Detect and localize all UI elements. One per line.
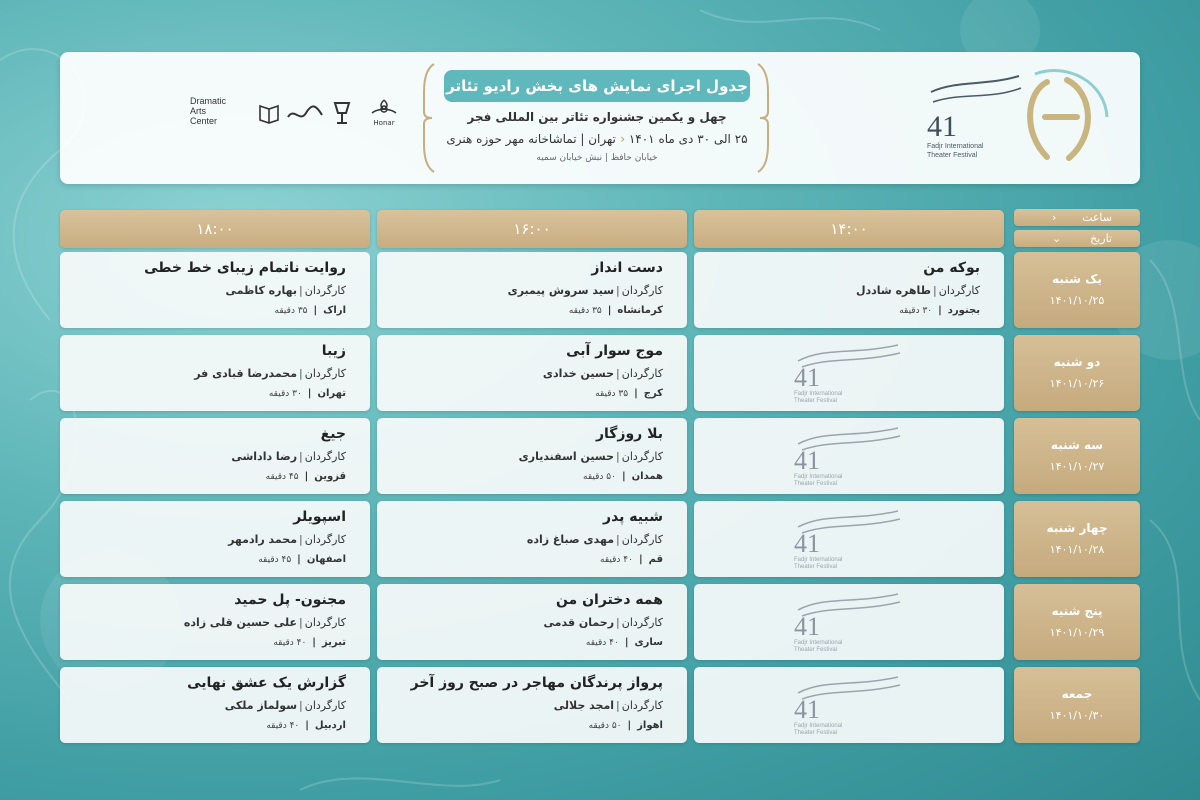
empty-slot <box>694 418 1004 494</box>
day-label-wednesday: چهار شنبه ۱۴۰۱/۱۰/۲۸ <box>1014 501 1140 577</box>
time-header-1400: ۱۴:۰۰ <box>694 210 1004 248</box>
festival-address: خیابان حافظ | نبش خیابان سمیه <box>536 153 658 163</box>
show-title: همه دختران من <box>555 592 663 608</box>
empty-slot <box>694 667 1004 743</box>
header-bracket-left <box>422 62 436 174</box>
header-bracket-right <box>756 62 770 174</box>
schedule-cell <box>377 418 687 494</box>
show-director: کارگردان|مهدی صباغ زاده <box>526 533 663 546</box>
show-meta: بجنورد|۳۰ دقیقه <box>899 305 980 316</box>
time-header-1600: ۱۶:۰۰ <box>377 210 687 248</box>
show-meta: اراک|۳۵ دقیقه <box>274 305 346 316</box>
show-title: بوکه من <box>923 260 980 276</box>
show-title: گزارش یک عشق نهایی <box>187 675 346 691</box>
show-meta: قم|۴۰ دقیقه <box>600 554 663 565</box>
festival-watermark-logo: 41 Fadjr International Theater Festival <box>794 590 904 654</box>
schedule-cell <box>377 501 687 577</box>
festival-logo <box>927 62 1122 174</box>
honar-logo: Honar <box>364 96 404 130</box>
show-director: کارگردان|رضا داداشی <box>231 450 346 463</box>
show-meta: اردبیل|۴۰ دقیقه <box>266 720 346 731</box>
schedule-cell <box>694 252 1004 328</box>
show-director: کارگردان|بهاره کاظمی <box>225 284 346 297</box>
schedule-cell <box>377 667 687 743</box>
show-meta: تبریز|۴۰ دقیقه <box>273 637 346 648</box>
day-label-thursday: پنج شنبه ۱۴۰۱/۱۰/۲۹ <box>1014 584 1140 660</box>
show-director: کارگردان|محمد رادمهر <box>228 533 346 546</box>
chevron-down-icon: ⌄ <box>1052 232 1062 245</box>
schedule-cell <box>60 584 370 660</box>
show-title: زیبا <box>321 343 346 359</box>
show-title: اسپویلر <box>293 509 346 525</box>
flower-icon <box>369 99 399 119</box>
show-title: روایت ناتمام زیبای خط خطی <box>144 260 346 276</box>
show-director: کارگردان|محمدرضا قبادی فر <box>194 367 346 380</box>
show-director: کارگردان|طاهره شاددل <box>855 284 980 297</box>
schedule-cell <box>60 252 370 328</box>
show-director: کارگردان|سولماز ملکی <box>224 699 346 712</box>
show-title: مجنون- پل حمید <box>234 592 346 608</box>
festival-location: تهران | تماشاخانه مهر حوزه هنری <box>446 132 616 146</box>
page-title: جدول اجرای نمایش های بخش رادیو تئاتر <box>444 70 750 102</box>
show-meta: کرمانشاه|۳۵ دقیقه <box>568 305 663 316</box>
empty-slot <box>694 335 1004 411</box>
festival-subtitle: چهل و یکمین جشنواره تئاتر بین المللی فجر <box>467 110 727 124</box>
day-label-friday: جمعه ۱۴۰۱/۱۰/۳۰ <box>1014 667 1140 743</box>
festival-watermark-logo: 41 Fadjr International Theater Festival <box>794 424 904 488</box>
show-meta: اهواز|۵۰ دقیقه <box>588 720 663 731</box>
partner-logo-book-icon <box>256 96 282 130</box>
show-meta: کرج|۳۵ دقیقه <box>595 388 663 399</box>
time-axis-label: › ساعت <box>1014 209 1140 226</box>
show-director: کارگردان|سید سروش پیمبری <box>507 284 663 297</box>
schedule-cell <box>60 501 370 577</box>
schedule-cell <box>377 335 687 411</box>
day-label-sunday: یک شنبه ۱۴۰۱/۱۰/۲۵ <box>1014 252 1140 328</box>
schedule-cell <box>60 418 370 494</box>
festival-dateline <box>436 132 758 146</box>
dramatic-arts-center-logo: Dramatic Arts Center <box>190 96 227 126</box>
show-director: کارگردان|رحمان قدمی <box>543 616 663 629</box>
show-title: موج سوار آبی <box>566 343 663 359</box>
show-title: بلا روزگار <box>595 426 663 442</box>
show-meta: قزوین|۴۵ دقیقه <box>265 471 346 482</box>
show-title: پرواز پرندگان مهاجر در صبح روز آخر <box>410 675 663 691</box>
partner-logo-calligraphy-icon <box>286 96 324 130</box>
schedule-cell <box>377 584 687 660</box>
show-meta: ساری|۴۰ دقیقه <box>585 637 663 648</box>
logo-number: 41 <box>927 110 957 143</box>
show-title: جیغ <box>320 426 346 442</box>
festival-watermark-logo: 41 Fadjr International Theater Festival <box>794 341 904 405</box>
schedule-cell <box>377 252 687 328</box>
show-title: شبیه پدر <box>603 509 663 525</box>
time-header-1800: ۱۸:۰۰ <box>60 210 370 248</box>
show-meta: همدان|۵۰ دقیقه <box>583 471 663 482</box>
day-label-monday: دو شنبه ۱۴۰۱/۱۰/۲۶ <box>1014 335 1140 411</box>
festival-watermark-logo: 41 Fadjr International Theater Festival <box>794 507 904 571</box>
show-title: دست انداز <box>591 260 663 276</box>
chevron-right-icon: › <box>1052 211 1057 224</box>
header-panel <box>60 52 1140 184</box>
show-director: کارگردان|علی حسین قلی زاده <box>183 616 346 629</box>
show-meta: اصفهان|۴۵ دقیقه <box>258 554 346 565</box>
day-label-tuesday: سه شنبه ۱۴۰۱/۱۰/۲۷ <box>1014 418 1140 494</box>
festival-dates: ۲۵ الی ۳۰ دی ماه ۱۴۰۱ <box>628 132 748 146</box>
schedule-cell <box>60 335 370 411</box>
empty-slot <box>694 501 1004 577</box>
schedule-cell <box>60 667 370 743</box>
chevron-left-icon: ‹ <box>615 132 626 146</box>
show-director: کارگردان|امجد جلالی <box>553 699 663 712</box>
festival-watermark-logo: 41 Fadjr International Theater Festival <box>794 673 904 737</box>
empty-slot <box>694 584 1004 660</box>
show-director: کارگردان|حسین خدادی <box>542 367 663 380</box>
logo-subtitle: Fadjr International Theater Festival <box>927 143 984 159</box>
show-director: کارگردان|حسین اسفندیاری <box>518 450 663 463</box>
show-meta: تهران|۳۰ دقیقه <box>268 388 346 399</box>
date-axis-label: ⌄ تاریخ <box>1014 230 1140 247</box>
partner-logo-emblem-icon <box>330 96 354 130</box>
